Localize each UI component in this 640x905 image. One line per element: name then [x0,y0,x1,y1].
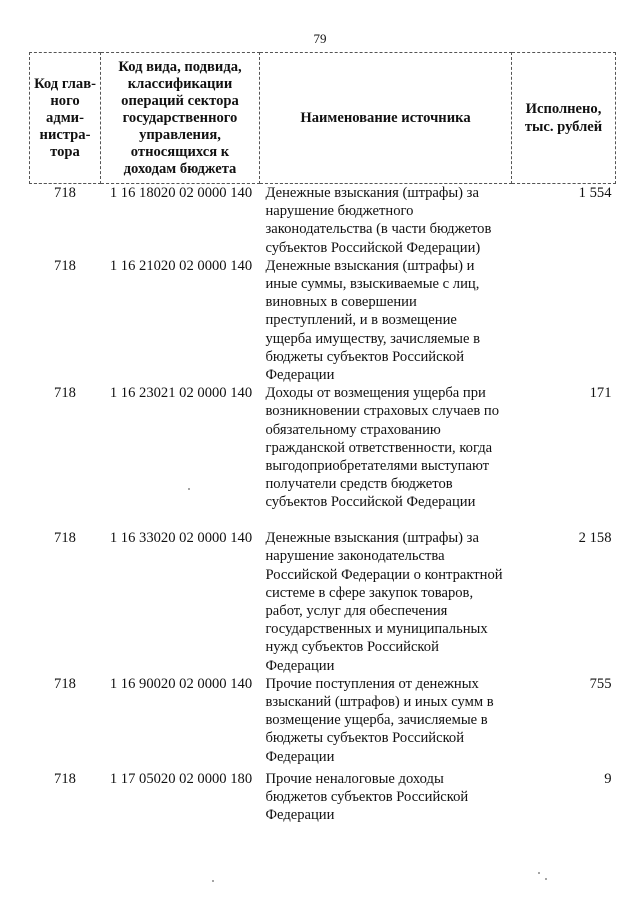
scan-speck [188,488,190,490]
table-row [30,384,616,529]
source-name-cell: Прочие поступления от денежных взысканий (штрафов) и иных сумм в возмещение ущерба, зачисляемые в бюджеты субъектов Российской Федерации [265,675,494,765]
classification-code-cell: 1 17 05020 02 0000 180 [109,770,253,787]
table-row [30,184,616,257]
table-row [30,675,616,770]
header-admin-code: Код глав- ного адми- нистра- тора [30,53,101,184]
header-executed: Исполнено, тыс. рублей [512,53,616,184]
source-name-cell: Денежные взыскания (штрафы) и иные суммы, взыскиваемые с лиц, виновных в совершении преступлений, и в возмещение ущерба имуществу, зачисляемые в бюджеты субъектов Российской Федерации [265,257,480,384]
admin-code-cell: 718 [54,675,76,692]
executed-amount-cell: 1 554 [578,185,612,201]
header-row [30,53,616,184]
classification-code-cell: 1 16 18020 02 0000 140 [109,185,253,201]
source-name-cell: Денежные взыскания (штрафы) за нарушение бюджетного законодательства (в части бюджетов субъектов Российской Федерации) [265,185,492,256]
header-source-name: Наименование источника [260,53,512,184]
classification-code-cell: 1 16 21020 02 0000 140 [109,257,253,274]
executed-amount-cell: 755 [589,675,612,692]
classification-code-cell: 1 16 23021 02 0000 140 [109,385,253,402]
admin-code-cell: 718 [54,530,76,547]
table-body [30,184,616,830]
table-row [30,257,616,384]
table-header [30,53,616,184]
header-classification-code: Код вида, подвида, классификации операций сектора государственного управления, относящихся к доходам бюджета [101,53,260,184]
executed-amount-cell: 171 [589,385,612,402]
classification-code-cell: 1 16 33020 02 0000 140 [109,530,253,547]
scan-speck [545,878,547,880]
scan-speck [212,880,214,882]
source-name-cell: Прочие неналоговые доходы бюджетов субъектов Российской Федерации [265,770,469,824]
executed-amount-cell [512,257,616,384]
table-row [30,529,616,675]
page-number: 79 [313,31,327,46]
classification-code-cell: 1 16 90020 02 0000 140 [109,675,253,692]
revenue-table [29,52,616,830]
source-name-cell: Денежные взыскания (штрафы) за нарушение законодательства Российской Федерации о контрактной системе в сфере закупок товаров, работ, услуг для обеспечения государственных и муниципальных нужд субъектов Российской Федерации [265,530,503,674]
admin-code-cell: 718 [54,185,76,201]
executed-amount-cell: 9 [604,770,612,787]
executed-amount-cell: 2 158 [578,530,612,547]
admin-code-cell: 718 [54,385,76,402]
admin-code-cell: 718 [54,257,76,274]
table-row [30,770,616,830]
source-name-cell: Доходы от возмещения ущерба при возникновении страховых случаев по обязательному страхованию гражданской ответственности, когда выгодоприобретателями выступают получатели средств бюджетов субъектов Российской Федерации [265,385,500,511]
admin-code-cell: 718 [54,770,76,787]
scan-speck [538,872,540,874]
